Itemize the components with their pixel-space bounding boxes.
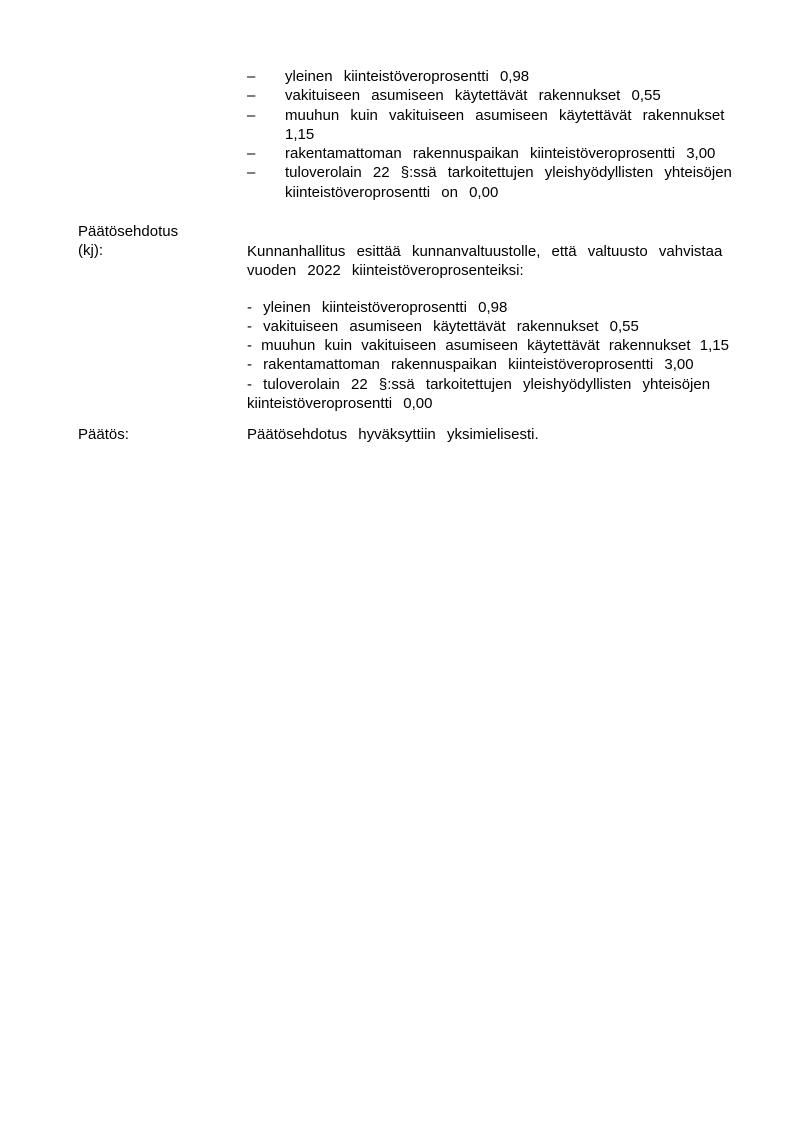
resolution-item-text: [285, 67, 732, 86]
dash-bullet: –: [247, 106, 256, 124]
dash-bullet: –: [247, 164, 256, 182]
proposal-list-line: kiinteistöveroprosentti 0,00: [247, 395, 433, 413]
proposal-list-line: - rakentamattoman rakennuspaikan kiinteistöveroprosentti 3,00: [247, 356, 694, 374]
resolution-item-line: kiinteistöveroprosentti on 0,00: [285, 183, 499, 201]
decision-label-text: Päätös:: [78, 426, 129, 443]
proposal-list-line: - muuhun kuin vakituiseen asumiseen käytettävät rakennukset 1,15: [247, 337, 729, 355]
resolution-bullet-list: [247, 67, 732, 202]
decision-body-text: Päätösehdotus hyväksyttiin yksimielisesti.: [247, 426, 539, 443]
resolution-item-line: yleinen kiinteistöveroprosentti 0,98: [285, 68, 530, 85]
proposal-body: [247, 242, 729, 413]
proposal-paragraph-line: vuoden 2022 kiinteistöveroprosenteiksi:: [247, 262, 524, 280]
resolution-list-item: [247, 106, 732, 145]
resolution-item-line: 1,15: [285, 125, 315, 143]
resolution-item-line: tuloverolain 22 §:ssä tarkoitettujen yleishyödyllisten yhteisöjen: [285, 164, 732, 182]
resolution-item-text: [285, 163, 732, 202]
resolution-item-line: muuhun kuin vakituiseen asumiseen käytettävät rakennukset: [285, 106, 725, 124]
resolution-list-item: [247, 144, 732, 163]
proposal-label-line2: (kj):: [78, 242, 103, 260]
resolution-item-text: [285, 86, 732, 105]
decision-body: [247, 425, 539, 444]
decision-label: [78, 425, 129, 444]
resolution-list-item: [247, 163, 732, 202]
proposal-list-line: - vakituiseen asumiseen käytettävät rakennukset 0,55: [247, 317, 639, 335]
proposal-paragraph-line: Kunnanhallitus esittää kunnanvaltuustolle, että valtuusto vahvistaa: [247, 243, 723, 260]
resolution-item-line: rakentamattoman rakennuspaikan kiinteistöveroprosentti 3,00: [285, 145, 716, 163]
resolution-item-text: [285, 144, 732, 163]
proposal-list-line: - yleinen kiinteistöveroprosentti 0,98: [247, 298, 508, 316]
proposal-label-line1: Päätösehdotus: [78, 223, 179, 240]
paragraph-spacer: [247, 281, 729, 298]
resolution-list-item: [247, 67, 732, 86]
proposal-list-line: - tuloverolain 22 §:ssä tarkoitettujen yleishyödyllisten yhteisöjen: [247, 375, 711, 393]
dash-bullet: –: [247, 68, 256, 85]
resolution-list-item: [247, 86, 732, 105]
dash-bullet: –: [247, 145, 256, 163]
resolution-item-text: [285, 106, 732, 145]
resolution-item-line: vakituiseen asumiseen käytettävät rakennukset 0,55: [285, 87, 661, 105]
dash-bullet: –: [247, 87, 256, 105]
proposal-label: [78, 222, 178, 261]
